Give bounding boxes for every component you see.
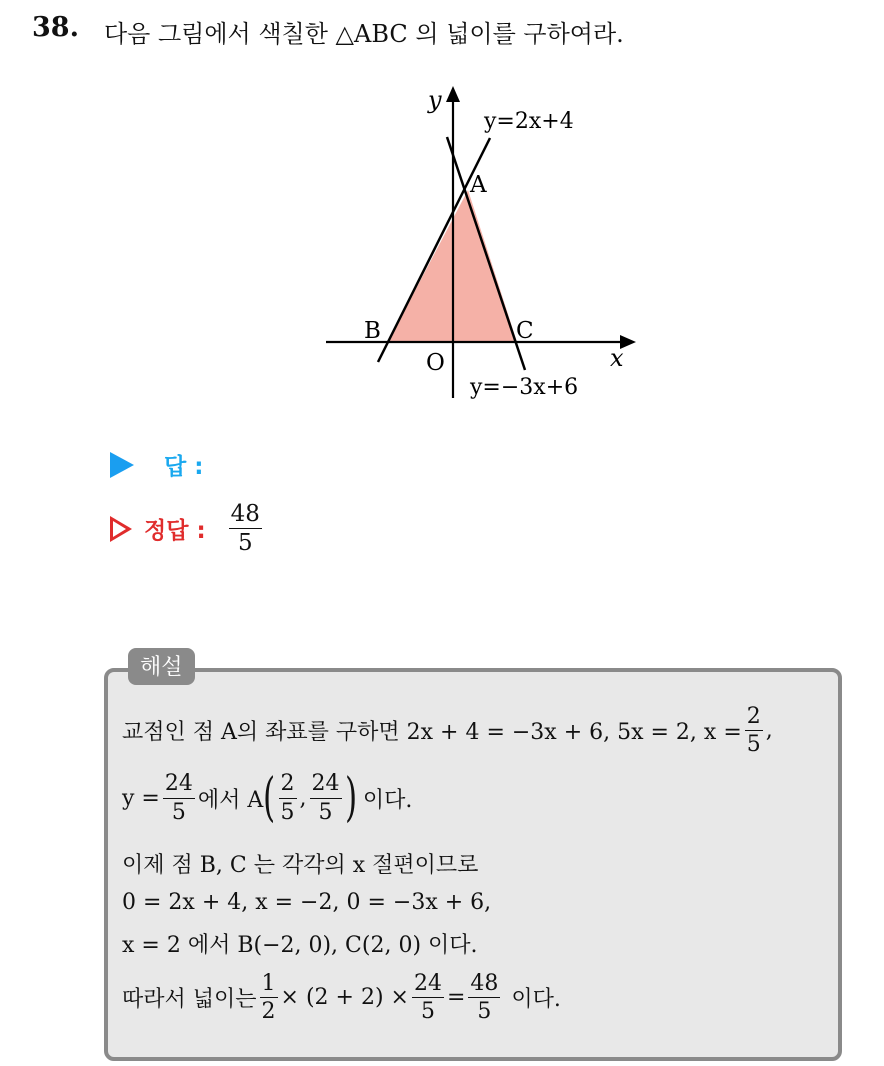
fraction-numerator: 24 bbox=[163, 772, 195, 798]
line6-mid: × (2 + 2) × bbox=[280, 985, 409, 1011]
answer-label: 답 : bbox=[164, 454, 204, 480]
line2-mid: 에서 A bbox=[197, 787, 264, 813]
line1-fraction bbox=[745, 705, 763, 756]
fraction-numerator: 2 bbox=[745, 705, 763, 731]
fraction-numerator: 24 bbox=[412, 972, 444, 998]
line1-text: 교점인 점 A의 좌표를 구하면 2x + 4 = −3x + 6, 5x = 2, x = bbox=[122, 720, 742, 746]
line6-end: 이다. bbox=[511, 987, 561, 1013]
correct-answer-fraction bbox=[229, 502, 262, 555]
y-axis-label: y bbox=[428, 86, 442, 114]
fraction-denominator: 5 bbox=[420, 999, 435, 1025]
half-fraction bbox=[260, 972, 278, 1023]
question-text: 다음 그림에서 색칠한 △ABC 의 넓이를 구하여라. bbox=[104, 20, 624, 48]
line2-start: y = bbox=[122, 785, 160, 811]
explanation-line-2 bbox=[122, 768, 413, 828]
correct-answer-row bbox=[110, 502, 265, 555]
x-axis-label: x bbox=[610, 344, 624, 372]
question-number: 38. bbox=[32, 12, 79, 43]
correct-answer-label: 정답 : bbox=[144, 518, 206, 545]
explanation-line-4: 0 = 2x + 4, x = −2, 0 = −3x + 6, bbox=[122, 890, 492, 915]
fraction-denominator: 5 bbox=[477, 999, 492, 1025]
origin-label: O bbox=[426, 350, 445, 376]
answer-numerator: 48 bbox=[229, 502, 262, 529]
fraction-denominator: 5 bbox=[280, 799, 295, 825]
outline-triangle-icon bbox=[110, 516, 132, 542]
line1-comma: , bbox=[765, 718, 773, 744]
play-triangle-icon bbox=[110, 452, 134, 478]
point-c-label: C bbox=[516, 318, 534, 344]
fraction-numerator: 48 bbox=[468, 972, 500, 998]
left-paren: ( bbox=[263, 768, 276, 828]
result-fraction bbox=[468, 972, 500, 1023]
explanation-line-3: 이제 점 B, C 는 각각의 x 절편이므로 bbox=[122, 853, 479, 878]
y-axis-arrow bbox=[446, 86, 460, 102]
equals-sign: = bbox=[446, 985, 466, 1011]
point-a-x-fraction bbox=[279, 772, 297, 823]
line6-start: 따라서 넓이는 bbox=[122, 987, 257, 1013]
coordinate-comma: , bbox=[299, 785, 307, 811]
explanation-line-6 bbox=[122, 972, 561, 1023]
point-b-label: B bbox=[364, 318, 381, 344]
fraction-denominator: 5 bbox=[318, 799, 333, 825]
explanation-tab: 해설 bbox=[128, 648, 195, 685]
answer-denominator: 5 bbox=[237, 530, 253, 557]
fraction-denominator: 5 bbox=[746, 732, 761, 758]
fraction-denominator: 5 bbox=[171, 799, 186, 825]
explanation-line-5: x = 2 에서 B(−2, 0), C(2, 0) 이다. bbox=[122, 933, 478, 958]
line1-equation: y=2x+4 bbox=[484, 109, 574, 134]
height-fraction bbox=[412, 972, 444, 1023]
line2-fraction-y bbox=[163, 772, 195, 823]
triangle-figure bbox=[320, 80, 650, 410]
point-a-y-fraction bbox=[310, 772, 342, 823]
fraction-numerator: 2 bbox=[279, 772, 297, 798]
line2-end: 이다. bbox=[362, 787, 413, 813]
point-a-label: A bbox=[470, 172, 487, 198]
explanation-line-1 bbox=[122, 705, 773, 756]
right-paren: ) bbox=[344, 768, 357, 828]
fraction-numerator: 24 bbox=[310, 772, 342, 798]
fraction-denominator: 2 bbox=[261, 999, 276, 1025]
line2-equation: y=−3x+6 bbox=[470, 375, 579, 400]
answer-row bbox=[110, 448, 203, 481]
fraction-numerator: 1 bbox=[260, 972, 278, 998]
